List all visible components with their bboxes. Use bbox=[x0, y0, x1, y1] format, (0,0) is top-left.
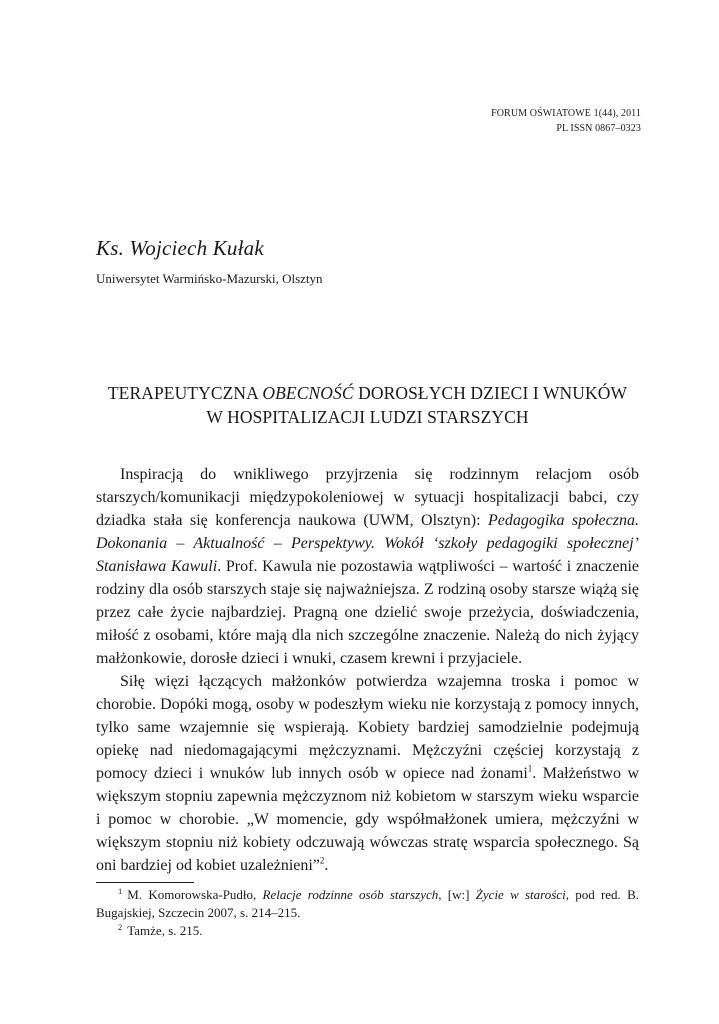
footnote-1-italic-b: Życie w starości bbox=[475, 887, 566, 902]
title-line-2: W HOSPITALIZACJI LUDZI STARSZYCH bbox=[206, 407, 529, 427]
footnote-2-text: Tamże, s. 215. bbox=[127, 923, 203, 938]
p1-text-b: . Prof. Kawula nie pozostawia wątpliwości – wartość i znaczenie rodziny dla osób starszych staje się najważniejsza. Z rodziną osoby starsze wiążą się przez całe życie najbardziej. Pragną one dzielić swoje przeżycia, doświadczenia, miłość z osobami, które mają dla nich szczególne znaczenie. Należą do nich żyjący małżonkowie, dorosłe dzieci i wnuki, czasem krewni i przyjaciele. bbox=[96, 558, 639, 667]
footnote-1-text-b: , [w:] bbox=[438, 887, 476, 902]
journal-header bbox=[491, 106, 641, 136]
p2-text-a: Siłę więzi łączących małżonków potwierdza wzajemna troska i pomoc w chorobie. Dopóki mogą, osoby w podeszłym wieku nie korzystają z pomocy innych, tylko same wzajemnie się wspierają. Kobiety bardziej samodzielnie podejmują opiekę nad niedomagającymi mężczyznami. Mężczyźni częściej korzystają z pomocy dzieci i wnuków lub innych osób w opiece nad żonami bbox=[96, 673, 639, 782]
author-name: Ks. Wojciech Kułak bbox=[96, 236, 264, 260]
footnote-2 bbox=[96, 922, 639, 940]
title-italic-word: OBECNOŚĆ bbox=[262, 383, 354, 403]
p2-text-c: . bbox=[324, 857, 329, 874]
footnote-1-text-a: M. Komorowska-Pudło, bbox=[127, 887, 263, 902]
footnote-1-mark: 1 bbox=[118, 885, 123, 896]
paragraph-2 bbox=[96, 670, 639, 877]
title-text-b: DOROSŁYCH DZIECI I WNUKÓW bbox=[353, 383, 628, 403]
p1-conference-title: Pedagogika społeczna. Dokonania – Aktualność – Perspektywy. Wokół ‘szkoły pedagogiki społecznej’ Stanisława Kawuli bbox=[96, 512, 639, 575]
p1-text-a: Inspiracją do wnikliwego przyjrzenia się rodzinnym relacjom osób starszych/komunikacji międzypokoleniowej w sytuacji hospitalizacji babci, czy dziadka stała się konferencja naukowa (UWM, Olsztyn): bbox=[96, 466, 639, 529]
article-body bbox=[96, 463, 639, 877]
footnote-ref-2[interactable]: 2 bbox=[319, 855, 325, 866]
footnote-ref-1[interactable]: 1 bbox=[527, 763, 533, 774]
article-title bbox=[80, 381, 655, 429]
footnote-1-text-c: , pod red. B. Bugajskiej, Szczecin 2007, s. 214–215. bbox=[96, 887, 639, 920]
paragraph-1 bbox=[96, 463, 639, 670]
title-text-a: TERAPEUTYCZNA bbox=[107, 383, 263, 403]
footnotes bbox=[96, 886, 639, 940]
footnote-1-italic-a: Relacje rodzinne osób starszych bbox=[262, 887, 439, 902]
p2-text-b: . Małżeństwo w większym stopniu zapewnia mężczyznom niż kobietom w starszym wieku wsparcie i pomoc w chorobie. „W momencie, gdy współmałżonek umiera, mężczyźni w większym stopniu niż kobiety odczuwają wówczas stratę wsparcia społecznego. Są oni bardziej od kobiet uzależnieni” bbox=[96, 765, 639, 874]
footnote-2-mark: 2 bbox=[118, 921, 123, 932]
journal-issn: PL ISSN 0867–0323 bbox=[556, 123, 641, 134]
footnote-divider bbox=[96, 882, 194, 883]
journal-name: FORUM OŚWIATOWE 1(44), 2011 bbox=[491, 108, 641, 119]
title-line-1 bbox=[80, 381, 655, 405]
author-affiliation: Uniwersytet Warmińsko-Mazurski, Olsztyn bbox=[96, 271, 323, 286]
footnote-1 bbox=[96, 886, 639, 922]
